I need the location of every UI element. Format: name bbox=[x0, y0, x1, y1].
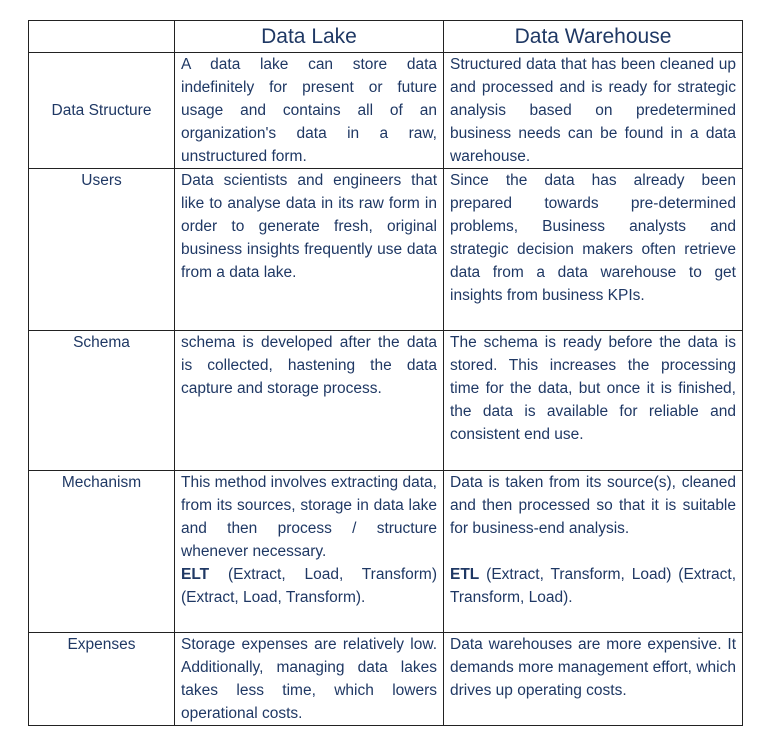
row-label-data-structure: Data Structure bbox=[29, 53, 175, 169]
lake-acronym-text: (Extract, Load, Transform) (Extract, Load, Transform). bbox=[181, 566, 437, 606]
cell-warehouse-users: Since the data has already been prepared towards pre-determined problems, Business analysts and strategic decision makers often retrieve data from a data warehouse to get insights from business KPIs. bbox=[444, 169, 743, 331]
cell-warehouse-mechanism bbox=[444, 471, 743, 633]
warehouse-acronym-text: (Extract, Transform, Load) (Extract, Transform, Load). bbox=[450, 566, 736, 606]
header-data-lake: Data Lake bbox=[175, 21, 444, 53]
table-row bbox=[29, 53, 743, 169]
row-label-users: Users bbox=[29, 169, 175, 331]
table-row bbox=[29, 331, 743, 471]
cell-lake-mechanism bbox=[175, 471, 444, 633]
table-row bbox=[29, 169, 743, 331]
header-data-warehouse: Data Warehouse bbox=[444, 21, 743, 53]
table-row bbox=[29, 471, 743, 633]
lake-mechanism-text: This method involves extracting data, from its sources, storage in data lake and then process / structure whenever necessary. bbox=[181, 474, 437, 560]
cell-lake-data-structure: A data lake can store data indefinitely for present or future usage and contains all of an organization's data in a raw, unstructured form. bbox=[175, 53, 444, 169]
row-label-schema: Schema bbox=[29, 331, 175, 471]
cell-warehouse-schema: The schema is ready before the data is stored. This increases the processing time for the data, but once it is finished, the data is available for reliable and consistent end use. bbox=[444, 331, 743, 471]
lake-acronym: ELT bbox=[181, 566, 210, 583]
cell-lake-expenses: Storage expenses are relatively low. Additionally, managing data lakes takes less time, which lowers operational costs. bbox=[175, 633, 444, 726]
cell-lake-schema: schema is developed after the data is collected, hastening the data capture and storage process. bbox=[175, 331, 444, 471]
header-empty bbox=[29, 21, 175, 53]
spacer bbox=[450, 540, 736, 563]
row-label-expenses: Expenses bbox=[29, 633, 175, 726]
cell-lake-users: Data scientists and engineers that like to analyse data in its raw form in order to generate fresh, original business insights frequently use data from a data lake. bbox=[175, 169, 444, 331]
header-row bbox=[29, 21, 743, 53]
comparison-table bbox=[28, 20, 743, 726]
row-label-mechanism: Mechanism bbox=[29, 471, 175, 633]
table-row bbox=[29, 633, 743, 726]
warehouse-mechanism-text: Data is taken from its source(s), cleaned and then processed so that it is suitable for business-end analysis. bbox=[450, 474, 736, 537]
cell-warehouse-data-structure: Structured data that has been cleaned up and processed and is ready for strategic analysis based on predetermined business needs can be found in a data warehouse. bbox=[444, 53, 743, 169]
cell-warehouse-expenses: Data warehouses are more expensive. It demands more management effort, which drives up operating costs. bbox=[444, 633, 743, 726]
warehouse-acronym: ETL bbox=[450, 566, 480, 583]
